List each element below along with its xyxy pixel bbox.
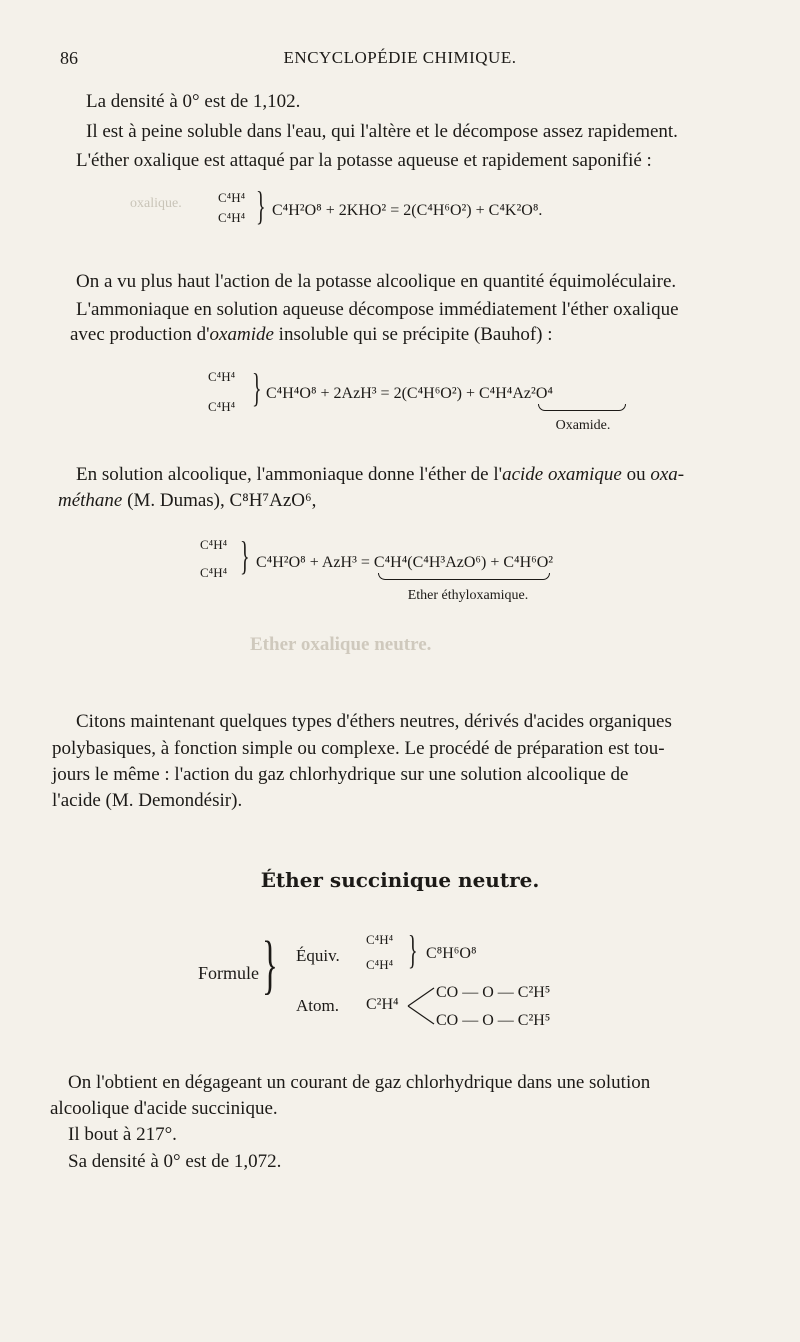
paragraph-density: La densité à 0° est de 1,102.: [86, 91, 301, 112]
paragraph-oxamethane: méthane (M. Dumas), C⁸H⁷AzO⁶,: [58, 490, 317, 511]
paragraph-density-2: Sa densité à 0° est de 1,072.: [68, 1151, 282, 1172]
underbrace: [538, 404, 626, 411]
paragraph-saponification: L'éther oxalique est attaqué par la potasse aqueuse et rapidement saponifié :: [76, 150, 652, 171]
paragraph-potash: On a vu plus haut l'action de la potasse alcoolique en quantité équimoléculaire.: [76, 271, 677, 292]
paragraph-obtaining: On l'obtient en dégageant un courant de gaz chlorhydrique dans une solution: [68, 1072, 651, 1093]
page-number: 86: [60, 48, 78, 68]
bleed-through-heading: Ether oxalique neutre.: [250, 634, 432, 655]
ether-ethyloxamique-label: Ether éthyloxamique.: [407, 588, 529, 603]
brace: }: [256, 183, 266, 228]
paragraph-oxamic: En solution alcoolique, l'ammoniaque donne l'éther de l'acide oxamique ou oxa-: [76, 464, 685, 485]
paragraph-oxamide: avec production d'oxamide insoluble qui se précipite (Bauhof) :: [70, 324, 553, 345]
paragraph-obtaining-2: alcoolique d'acide succinique.: [50, 1098, 278, 1119]
underbrace: [378, 573, 550, 580]
bleed-through-text: oxalique.: [130, 196, 182, 211]
page-header: [60, 48, 740, 74]
brace: }: [262, 928, 278, 1001]
equiv-label: Équiv.: [296, 946, 340, 965]
brace: }: [252, 365, 262, 410]
paragraph-types-2: polybasiques, à fonction simple ou complexe. Le procédé de préparation est tou-: [52, 738, 665, 759]
brace: }: [408, 927, 418, 972]
book-page: 86 ENCYCLOPÉDIE CHIMIQUE. oxalique. Ether oxalique neutre. La densité à 0° est de 1,102. Il est à peine soluble dans l'eau, qui l'altère et le décompose assez rapidement. L'éther oxalique est attaqué par la potasse aqueuse et rapidement saponifié : C⁴H⁴ C⁴H⁴ } C⁴H²O⁸ + 2KHO² = 2(C⁴H⁶O²) + C⁴K²O⁸. On a vu plus haut l'action de la potasse alcoolique en quantité équimoléculaire. L'ammoniaque en solution aqueuse décompose immédiatement l'éther oxalique avec production d'oxamide insoluble qui se précipite (Bauhof) : C⁴H⁴ C⁴H⁴ } C⁴H⁴O⁸ + 2AzH³ = 2(C⁴H⁶O²) + C⁴H⁴Az²O⁴ Oxamide. En solution alcoolique, l'ammoniaque donne l'éther de l'acide oxamique ou oxa- méthane (M. Dumas), C⁸H⁷AzO⁶, C⁴H⁴ C⁴H⁴ } C⁴H²O⁸ + AzH³ = C⁴H⁴(C⁴H³AzO⁶) + C⁴H⁶O² Ether éthyloxamique. Citons maintenant quelques types d'éthers neutres, dérivés d'acides organiques polybasiques, à fonction simple ou complexe. Le procédé de préparation est tou- jours le même : l'action du gaz chlorhydrique sur une solution alcoolique de l'acide (M. Demondésir). Éther succinique neutre. Formule } Équiv. C⁴H⁴ C⁴H⁴ } C⁸H⁶O⁸ Atom. C²H⁴ CO — O — C²H⁵ CO — O — C²H⁵ On l'obtient en dégageant un courant de gaz chlorhydrique dans une solution alcoolique d'acide succinique. Il bout à 217°. Sa densité à 0° est de 1,072.: [0, 0, 800, 1342]
formula-label: Formule: [198, 963, 259, 983]
running-title: ENCYCLOPÉDIE CHIMIQUE.: [283, 48, 517, 67]
brace: }: [240, 533, 250, 578]
paragraph-types-4: l'acide (M. Demondésir).: [52, 790, 243, 811]
section-heading: Éther succinique neutre.: [260, 868, 540, 892]
paragraph-types-3: jours le même : l'action du gaz chlorhydrique sur une solution alcoolique de: [52, 764, 629, 785]
paragraph-ammonia: L'ammoniaque en solution aqueuse décompose immédiatement l'éther oxalique: [76, 299, 679, 320]
paragraph-types: Citons maintenant quelques types d'éthers neutres, dérivés d'acides organiques: [76, 711, 672, 732]
paragraph-solubility: Il est à peine soluble dans l'eau, qui l'altère et le décompose assez rapidement.: [86, 121, 678, 142]
bond-lines: [406, 984, 436, 1028]
oxamide-label: Oxamide.: [555, 418, 611, 433]
paragraph-boiling: Il bout à 217°.: [68, 1124, 177, 1145]
atom-label: Atom.: [296, 996, 339, 1015]
